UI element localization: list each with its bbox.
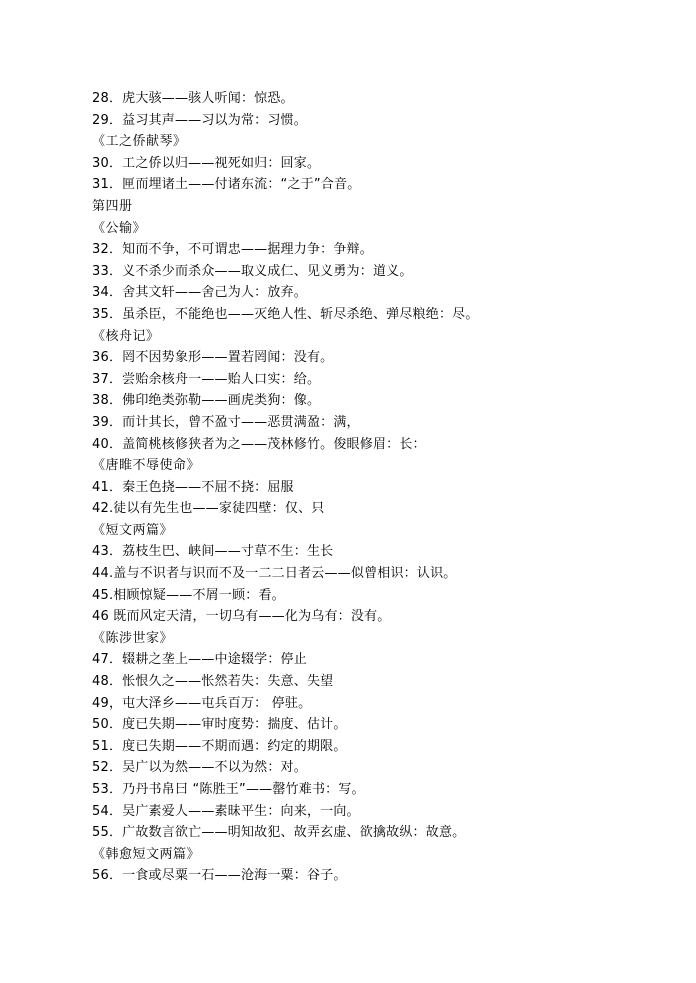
entry-line: 39．而计其长，曾不盈寸——恶贯满盈：满，	[92, 414, 360, 430]
entry-line: 52．吴广以为然——不以为然：对。	[92, 760, 307, 776]
section-heading: 《工之侨献琴》	[92, 134, 187, 150]
section-heading: 《公输》	[92, 220, 147, 236]
section-heading: 《陈涉世家》	[92, 630, 174, 646]
entry-line: 40．盖简桃核修狭者为之——茂林修竹。俊眼修眉：长：	[92, 436, 426, 452]
entry-line: 49，屯大泽乡——屯兵百万： 停驻。	[92, 695, 312, 711]
entry-line: 42.徒以有先生也——家徒四壁：仅、只	[92, 501, 325, 517]
entry-line: 53．乃丹书帛曰 “陈胜王”——罄竹难书：写。	[92, 782, 365, 797]
entry-line: 48．怅恨久之——怅然若失：失意、失望	[92, 674, 334, 690]
volume-heading: 第四册	[92, 198, 133, 214]
entry-line: 55．广故数言欲亡——明知故犯、故弄玄虚、欲擒故纵：故意。	[92, 825, 466, 841]
entry-line: 47．辍耕之垄上——中途辍学：停止	[92, 652, 307, 668]
entry-line: 51．度已失期——不期而遇：约定的期限。	[92, 738, 347, 754]
section-heading: 《唐睢不辱使命》	[92, 458, 201, 474]
entry-line: 38．佛印绝类弥勒——画虎类狗：像。	[92, 393, 321, 409]
entry-line: 41．秦王色挠——不屈不挠：屈服	[92, 479, 294, 495]
entry-line: 50．度已失期——审时度势：揣度、估计。	[92, 717, 347, 733]
document-body	[92, 88, 672, 887]
entry-line: 32．知而不争，不可谓忠——据理力争：争辩。	[92, 242, 373, 258]
entry-line: 37．尝贻余核舟一——贻人口实：给。	[92, 371, 321, 387]
entry-line: 28．虎大骇——骇人听闻：惊恐。	[92, 91, 294, 106]
section-heading: 《韩愈短文两篇》	[92, 846, 201, 862]
entry-line: 54．吴广素爱人——素昧平生：向来，一向。	[92, 803, 360, 819]
entry-line: 31．匣而埋诸土——付诸东流：“之于”合音。	[92, 177, 361, 193]
entry-line: 56．一食或尽粟一石——沧海一粟：谷子。	[92, 868, 347, 884]
entry-line: 35．虽杀臣，不能绝也——灭绝人性、斩尽杀绝、弹尽粮绝：尽。	[92, 306, 479, 322]
entry-line: 43．荔枝生巴、峡间——寸草不生：生长	[92, 544, 334, 560]
section-heading: 《核舟记》	[92, 328, 160, 344]
entry-line: 44.盖与不识者与识而不及一二二日者云——似曾相识：认识。	[92, 566, 457, 582]
entry-line: 36．罔不因势象形——置若罔闻：没有。	[92, 350, 334, 366]
entry-line: 34．舍其文轩——舍己为人：放弃。	[92, 285, 307, 301]
entry-line: 33．义不杀少而杀众——取义成仁、见义勇为：道义。	[92, 263, 413, 279]
entry-line: 29．益习其声——习以为常：习惯。	[92, 112, 307, 128]
section-heading: 《短文两篇》	[92, 522, 174, 538]
entry-line: 30．工之侨以归——视死如归：回家。	[92, 155, 321, 171]
entry-line: 45.相顾惊疑——不屑一顾：看。	[92, 587, 285, 603]
entry-line: 46 既而风定天清，一切乌有——化为乌有：没有。	[92, 609, 391, 625]
